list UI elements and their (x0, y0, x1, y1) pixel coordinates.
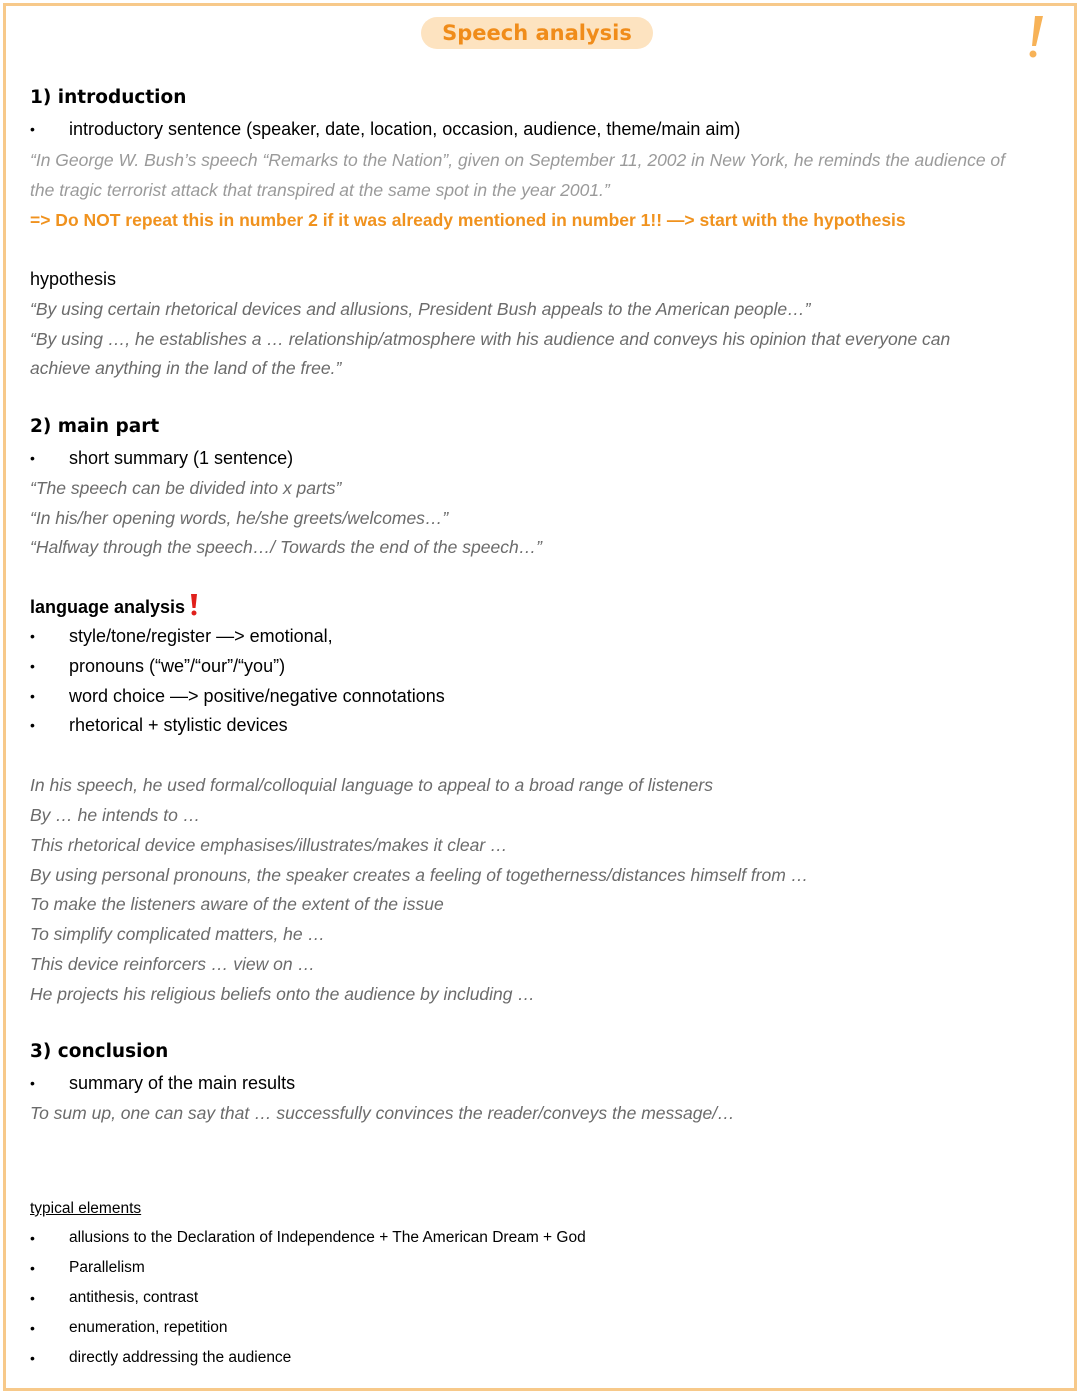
bullet-text: short summary (1 sentence) (69, 448, 294, 468)
bullet-text: Parallelism (69, 1259, 145, 1276)
example-line: “Halfway through the speech…/ Towards the end of the speech…” (30, 537, 543, 557)
example-line: achieve anything in the land of the free.” (30, 358, 342, 378)
section-heading-conclusion: 3) conclusion (30, 1041, 169, 1062)
bullet-text: pronouns (“we”/“our”/“you”) (69, 656, 286, 676)
example-line: To simplify complicated matters, he … (30, 924, 326, 944)
example-line: the tragic terrorist attack that transpired at the same spot in the year 2001.” (30, 180, 610, 200)
bullet-dot: • (30, 1290, 35, 1306)
section-heading-typical-elements: typical elements (30, 1200, 142, 1217)
bullet-text: allusions to the Declaration of Independence + The American Dream + God (69, 1229, 586, 1246)
bullet-text: introductory sentence (speaker, date, location, occasion, audience, theme/main aim) (69, 119, 741, 139)
bullet-dot: • (30, 450, 35, 466)
language-analysis-label: language analysis (30, 597, 186, 617)
bullet-dot: • (30, 1260, 35, 1276)
bullet-dot: • (30, 1075, 35, 1091)
example-line: “By using certain rhetorical devices and allusions, President Bush appeals to the American people…” (30, 299, 811, 319)
example-line: This device reinforcers … view on … (30, 954, 315, 974)
bullet-dot: • (30, 688, 35, 704)
example-line: He projects his religious beliefs onto the audience by including … (30, 984, 535, 1004)
bullet-text: rhetorical + stylistic devices (69, 715, 288, 735)
bullet-dot: • (30, 1230, 35, 1246)
example-line: This rhetorical device emphasises/illustrates/makes it clear … (30, 835, 508, 855)
section-heading-language-analysis (30, 594, 199, 618)
bullet-dot: • (30, 1350, 35, 1366)
section-heading-introduction: 1) introduction (30, 87, 187, 108)
bullet-text: enumeration, repetition (69, 1319, 228, 1336)
bullet-dot: • (30, 717, 35, 733)
example-line: “The speech can be divided into x parts” (30, 478, 342, 498)
example-line: By … he intends to … (30, 805, 201, 825)
bullet-dot: • (30, 121, 35, 137)
bullet-text: word choice —> positive/negative connotations (69, 686, 445, 706)
example-line: By using personal pronouns, the speaker creates a feeling of togetherness/distances himself from … (30, 865, 809, 885)
example-line: To sum up, one can say that … successfully convinces the reader/conveys the message/… (30, 1103, 735, 1123)
example-line: “In his/her opening words, he/she greets/welcomes…” (30, 508, 449, 528)
bullet-text: summary of the main results (69, 1073, 296, 1093)
section-heading-hypothesis: hypothesis (30, 269, 117, 289)
example-line: “In George W. Bush’s speech “Remarks to the Nation”, given on September 11, 2002 in New York, he reminds the audience of (30, 150, 1006, 170)
bullet-text: style/tone/register —> emotional, (69, 626, 333, 646)
warning-note: => Do NOT repeat this in number 2 if it was already mentioned in number 1!! —> start with the hypothesis (30, 210, 906, 230)
example-line: In his speech, he used formal/colloquial language to appeal to a broad range of listeners (30, 775, 713, 795)
page-title: Speech analysis (421, 17, 653, 49)
bullet-dot: • (30, 658, 35, 674)
example-line: To make the listeners aware of the extent of the issue (30, 894, 444, 914)
section-heading-main-part: 2) main part (30, 416, 160, 437)
exclamation-icon (1024, 12, 1048, 60)
bullet-dot: • (30, 628, 35, 644)
bullet-text: directly addressing the audience (69, 1349, 292, 1366)
bullet-text: antithesis, contrast (69, 1289, 199, 1306)
bullet-dot: • (30, 1320, 35, 1336)
red-exclamation-icon (189, 594, 199, 616)
example-line: “By using …, he establishes a … relationship/atmosphere with his audience and conveys his opinion that everyone can (30, 329, 951, 349)
